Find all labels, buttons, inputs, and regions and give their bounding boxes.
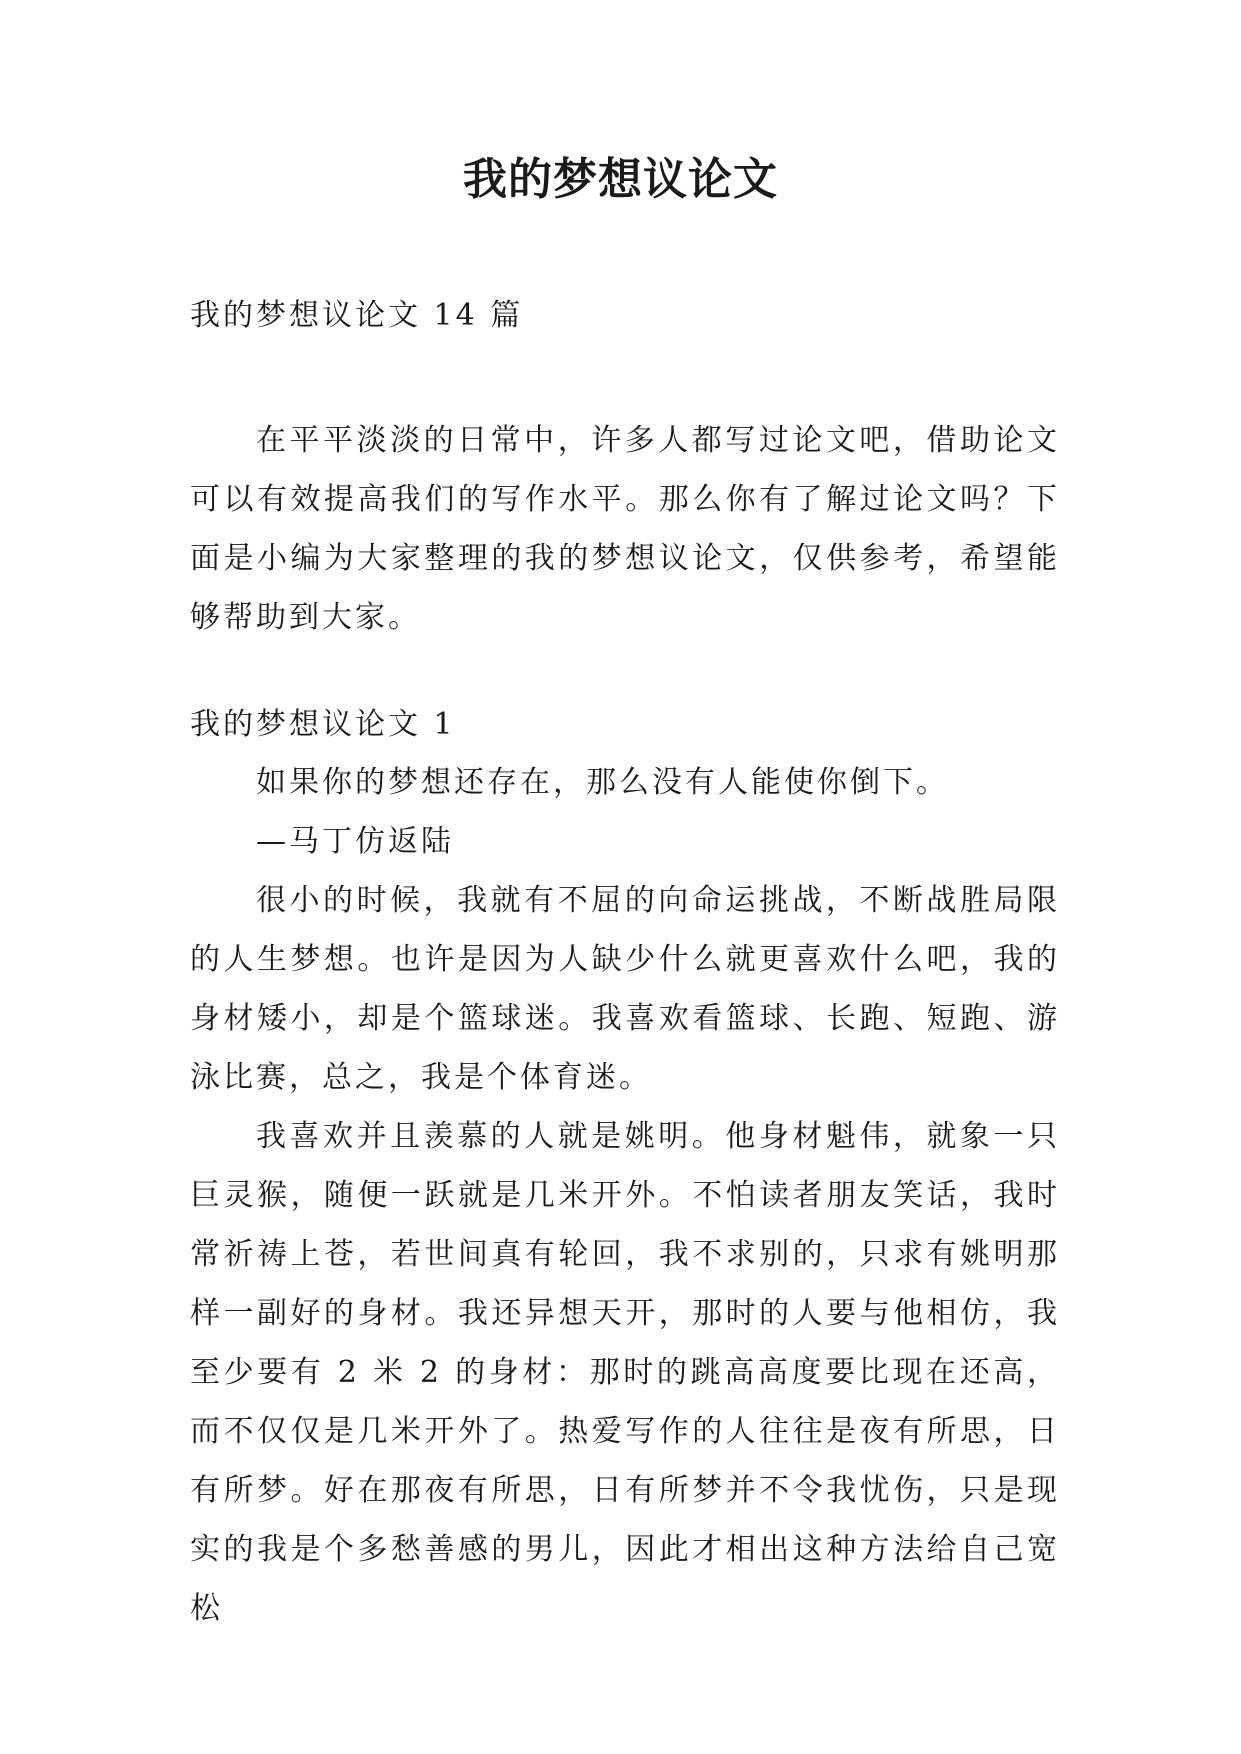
document-title: 我的梦想议论文 — [463, 154, 778, 205]
essay-paragraph-quote: 如果你的梦想还存在，那么没有人能使你倒下。 — [256, 765, 949, 800]
essay-paragraph: 很小的时候，我就有不屈的向命运挑战，不断战胜局限的人生梦想。也许是因为人缺少什么就更喜欢什么吧，我的身材矮小，却是个篮球迷。我喜欢看篮球、长跑、短跑、游泳比赛，总之，我是个体育迷。 — [190, 883, 1060, 1095]
essay-paragraph-attribution: —马丁仿返陆 — [256, 824, 454, 859]
essay-body — [190, 753, 1060, 1638]
document-subtitle: 我的梦想议论文 14 篇 — [190, 298, 524, 333]
essay-paragraph: 我喜欢并且羡慕的人就是姚明。他身材魁伟，就象一只巨灵猴，随便一跃就是几米开外。不怕读者朋友笑话，我时常祈祷上苍，若世间真有轮回，我不求别的，只求有姚明那样一副好的身材。我还异想天开，那时的人要与他相仿，我至少要有 2 米 2 的身材：那时的跳高高度要比现在还高，而不仅仅是几米开外了。热爱写作的人往往是夜有所思，日有所梦。好在那夜有所思，日有所梦并不令我忧伤，只是现实的我是个多愁善感的男儿，因此才相出这种方法给自己宽松 — [190, 1119, 1060, 1626]
intro-paragraph: 在平平淡淡的日常中，许多人都写过论文吧，借助论文可以有效提高我们的写作水平。那么你有了解过论文吗？下面是小编为大家整理的我的梦想议论文，仅供参考，希望能够帮助到大家。 — [190, 423, 1060, 635]
section-heading: 我的梦想议论文 1 — [190, 707, 456, 742]
